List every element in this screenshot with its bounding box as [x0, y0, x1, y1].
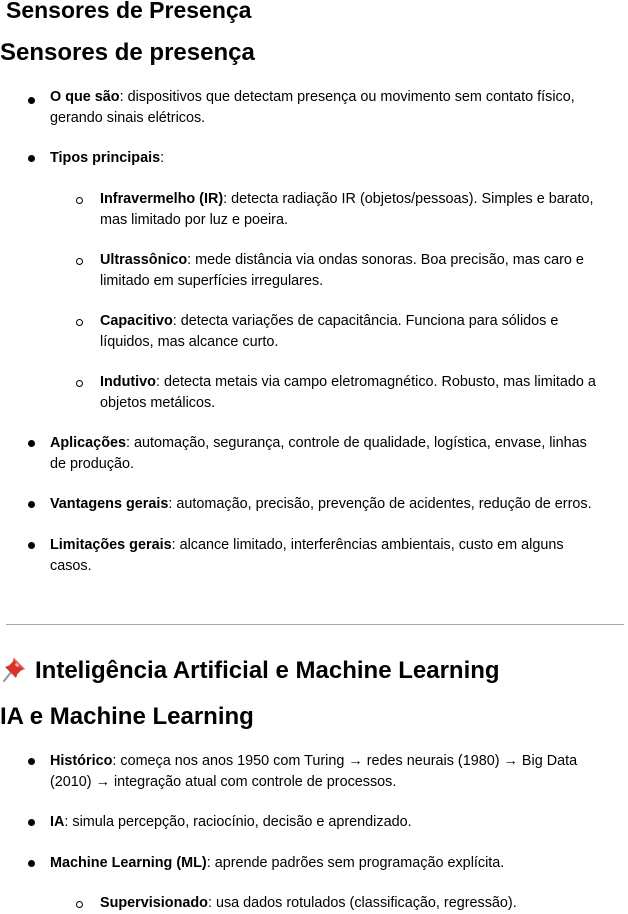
item-text: : [160, 150, 165, 166]
bullet-circle [76, 319, 83, 326]
subitem-label: Supervisionado [100, 895, 208, 911]
item-text-cont: de produção. [50, 456, 135, 472]
item-text: : simula percepção, raciocínio, decisão e aprendizado. [64, 814, 412, 830]
item-text: : começa nos anos 1950 com Turing → redes neurais (1980) → Big Data [112, 753, 578, 769]
subitem-text: : mede distância via ondas sonoras. Boa precisão, mas caro e [187, 252, 584, 268]
item-text: : automação, precisão, prevenção de acidentes, redução de erros. [168, 496, 592, 512]
bullet-disc [28, 440, 35, 447]
item-label: Machine Learning (ML) [50, 855, 207, 871]
bullet-circle [76, 258, 83, 265]
subitem-text-cont: mas limitado por luz e poeira. [100, 212, 288, 228]
bullet-circle [76, 380, 83, 387]
document-title: Sensores de Presença [6, 0, 252, 23]
bullet-disc [28, 542, 35, 549]
bullet-circle [76, 197, 83, 204]
section-title-ia-ml [0, 655, 500, 687]
item-text-cont: gerando sinais elétricos. [50, 110, 206, 126]
bullet-disc [28, 97, 35, 104]
section-heading-sensores: Sensores de presença [0, 39, 255, 66]
item-text-cont: casos. [50, 558, 92, 574]
subitem-text-cont: objetos metálicos. [100, 395, 216, 411]
pushpin-icon [0, 655, 28, 683]
subitem-text: : usa dados rotulados (classificação, regressão). [207, 895, 517, 911]
horizontal-rule [6, 624, 624, 625]
subitem-text: : detecta metais via campo eletromagnético. Robusto, mas limitado a [155, 374, 596, 390]
subitem-text-cont: líquidos, mas alcance curto. [100, 334, 279, 350]
bullet-disc [28, 758, 35, 765]
section-heading-ia-ml: IA e Machine Learning [0, 703, 254, 730]
item-text-cont: (2010) → integração atual com controle de processos. [50, 774, 397, 790]
subitem-label: Indutivo [100, 374, 156, 390]
item-label: O que são [50, 89, 120, 105]
subitem-label: Capacitivo [100, 313, 173, 329]
item-label: IA [50, 814, 65, 830]
item-label: Limitações gerais [50, 537, 172, 553]
bullet-disc [28, 155, 35, 162]
section-title-text: Inteligência Artificial e Machine Learning [35, 657, 500, 684]
item-text: : alcance limitado, interferências ambientais, custo em alguns [171, 537, 564, 553]
subitem-label: Infravermelho (IR) [100, 191, 224, 207]
subitem-text-cont: limitado em superfícies irregulares. [100, 273, 324, 289]
bullet-disc [28, 501, 35, 508]
bullet-disc [28, 860, 35, 867]
item-text: : aprende padrões sem programação explícita. [206, 855, 505, 871]
subitem-label: Ultrassônico [100, 252, 188, 268]
item-text: : automação, segurança, controle de qualidade, logística, envase, linhas [126, 435, 587, 451]
subitem-text: : detecta radiação IR (objetos/pessoas). Simples e barato, [223, 191, 594, 207]
item-label: Tipos principais [50, 150, 161, 166]
item-text: : dispositivos que detectam presença ou movimento sem contato físico, [119, 89, 575, 105]
item-label: Histórico [50, 753, 113, 769]
bullet-disc [28, 819, 35, 826]
item-label: Aplicações [50, 435, 126, 451]
subitem-text: : detecta variações de capacitância. Funciona para sólidos e [172, 313, 559, 329]
item-label: Vantagens gerais [50, 496, 169, 512]
bullet-circle [76, 901, 83, 908]
